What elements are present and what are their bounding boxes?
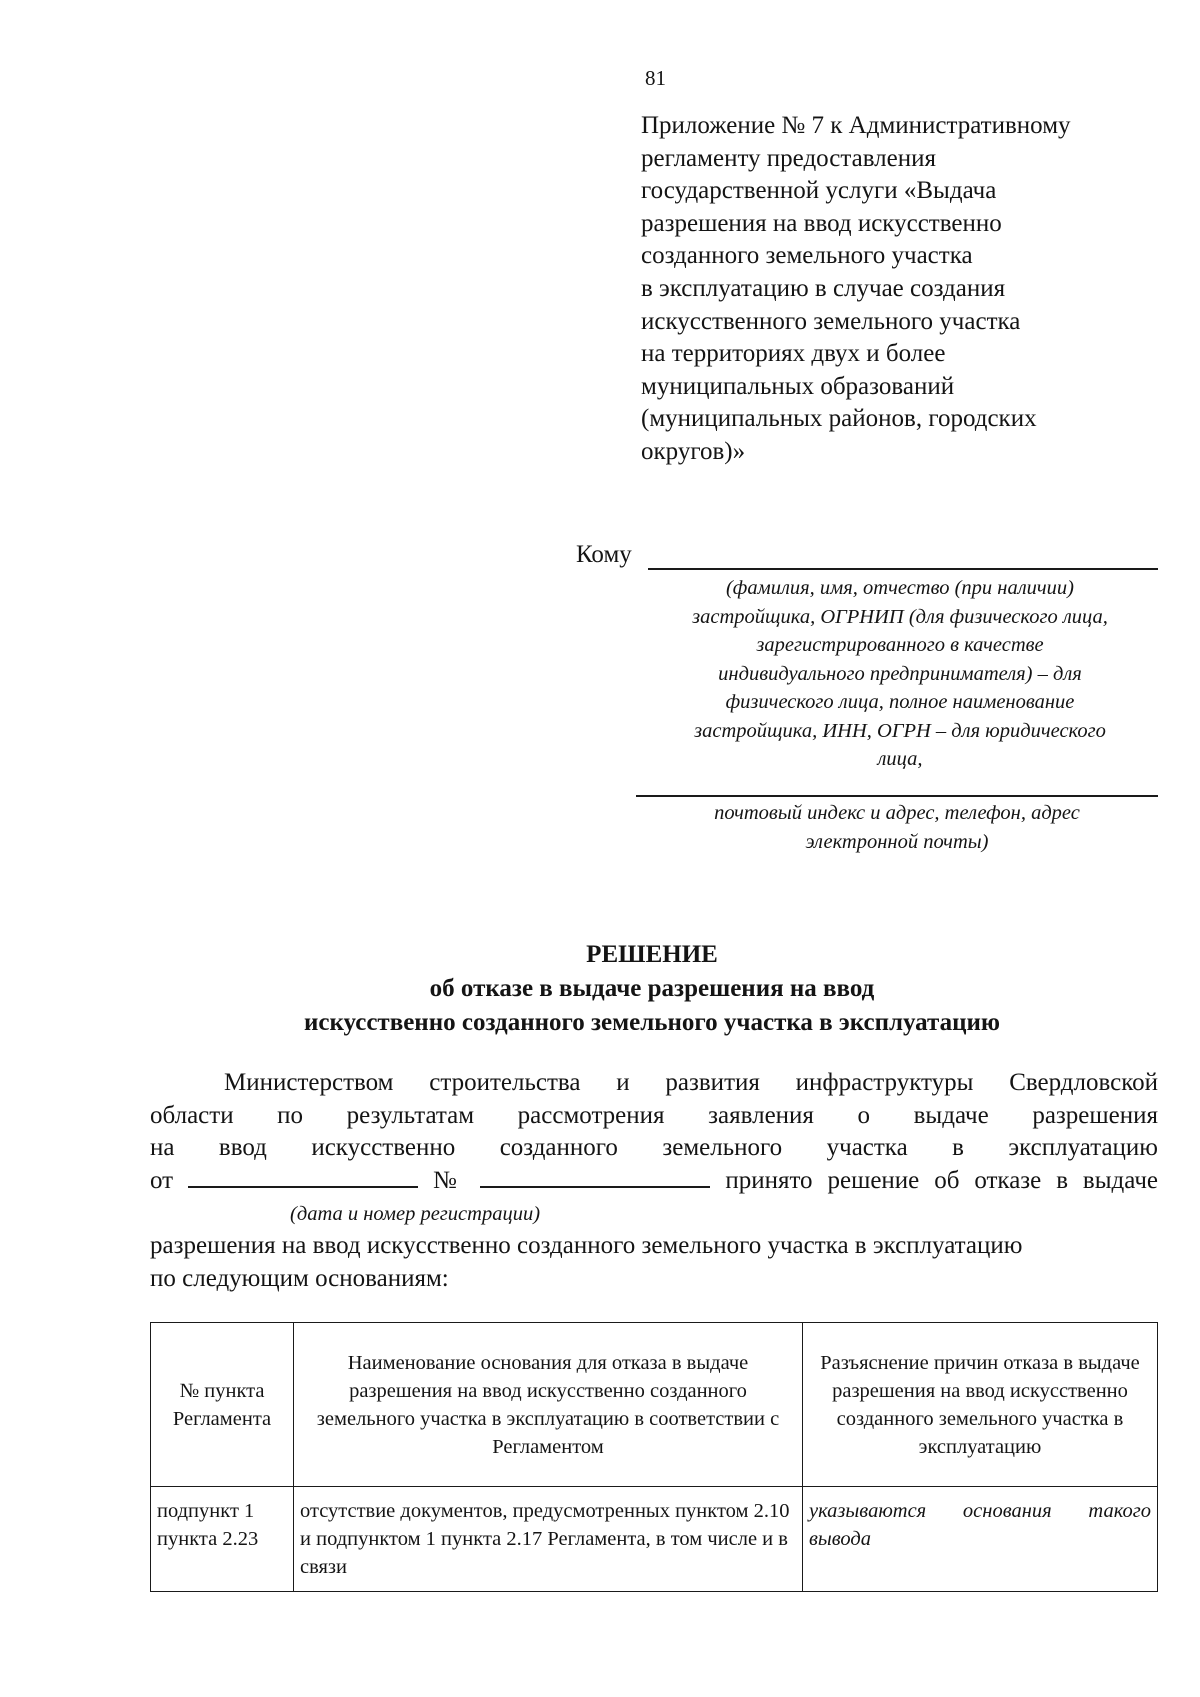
table-header-row — [151, 1323, 1158, 1487]
appendix-line: Приложение № 7 к Административному — [641, 112, 1071, 139]
appendix-line: округов)» — [641, 437, 746, 465]
appendix-header — [641, 110, 1161, 469]
title-line: об отказе в выдаче разрешения на ввод — [429, 975, 875, 1002]
registration-date-field[interactable] — [188, 1166, 418, 1188]
header-explanation: Разъяснение причин отказа в выдаче разрешения на ввод искусственно созданного земельного участка в эксплуатацию — [803, 1323, 1158, 1487]
registration-note: (дата и номер регистрации) — [290, 1203, 541, 1225]
document-title — [150, 938, 1154, 1040]
recipient-note-line: (фамилия, имя, отчество (при наличии) — [725, 577, 1075, 599]
header-ground-name: Наименование основания для отказа в выдаче разрешения на ввод искусственно созданного земельного участка в эксплуатацию в соответствии с Регламентом — [294, 1323, 803, 1487]
number-label: № — [432, 1166, 466, 1194]
recipient-note-line: зарегистрированного в качестве — [756, 634, 1044, 656]
title-line: искусственно созданного земельного участка в эксплуатацию — [303, 1009, 1001, 1036]
appendix-line: в эксплуатацию в случае создания — [641, 274, 1006, 302]
table-row — [151, 1487, 1158, 1592]
cell-explanation: указываются основания такого вывода — [803, 1487, 1158, 1592]
cell-clause-number: подпункт 1 пункта 2.23 — [151, 1487, 294, 1592]
recipient-note-line: индивидуального предпринимателя) – для — [718, 662, 1082, 685]
page-number: 81 — [645, 66, 666, 90]
appendix-line: регламенту предоставления — [641, 144, 937, 172]
recipient-note — [630, 574, 1170, 774]
body-line: по следующим основаниям: — [150, 1264, 449, 1292]
recipient-name-field[interactable] — [648, 568, 1158, 570]
recipient-note-line: лица, — [877, 748, 923, 770]
appendix-line: искусственного земельного участка — [641, 307, 1021, 335]
title-line: РЕШЕНИЕ — [586, 941, 718, 968]
recipient-address-field[interactable] — [636, 795, 1158, 797]
body-line: Министерством строительства и развития инфраструктуры Свердловской — [224, 1069, 1158, 1096]
appendix-line: (муниципальных районов, городских — [641, 405, 1037, 433]
cell-ground-name: отсутствие документов, предусмотренных пунктом 2.10 и подпунктом 1 пункта 2.17 Регламента, в том числе и в связи — [294, 1487, 803, 1592]
recipient-note-line: застройщика, ОГРНИП (для физического лица, — [692, 605, 1108, 628]
appendix-line: государственной услуги «Выдача — [641, 177, 997, 205]
address-note — [636, 799, 1158, 857]
body-line: области по результатам рассмотрения заявления о выдаче разрешения — [150, 1101, 1158, 1129]
recipient-label: Кому — [576, 541, 632, 568]
appendix-line: созданного земельного участка — [641, 242, 973, 270]
appendix-line: муниципальных образований — [641, 372, 955, 400]
recipient-note-line: застройщика, ИНН, ОГРН – для юридического — [694, 719, 1106, 742]
appendix-line: на территориях двух и более — [641, 340, 946, 368]
recipient-note-line: физического лица, полное наименование — [725, 691, 1075, 713]
body-line: разрешения на ввод искусственно созданного земельного участка в эксплуатацию — [150, 1232, 1023, 1259]
registration-number-field[interactable] — [480, 1166, 710, 1188]
from-label: от — [150, 1166, 174, 1194]
body-line: на ввод искусственно созданного земельного участка в эксплуатацию — [150, 1134, 1158, 1161]
decision-text: принято решение об отказе в выдаче — [725, 1166, 1158, 1194]
address-note-line: электронной почты) — [805, 831, 989, 853]
body-registration-line — [150, 1165, 1158, 1198]
refusal-grounds-table — [150, 1322, 1158, 1592]
address-note-line: почтовый индекс и адрес, телефон, адрес — [714, 802, 1080, 824]
decision-paragraph-cont — [150, 1230, 1158, 1295]
header-clause-number: № пункта Регламента — [151, 1323, 294, 1487]
decision-paragraph — [150, 1067, 1158, 1197]
appendix-line: разрешения на ввод искусственно — [641, 209, 1002, 237]
